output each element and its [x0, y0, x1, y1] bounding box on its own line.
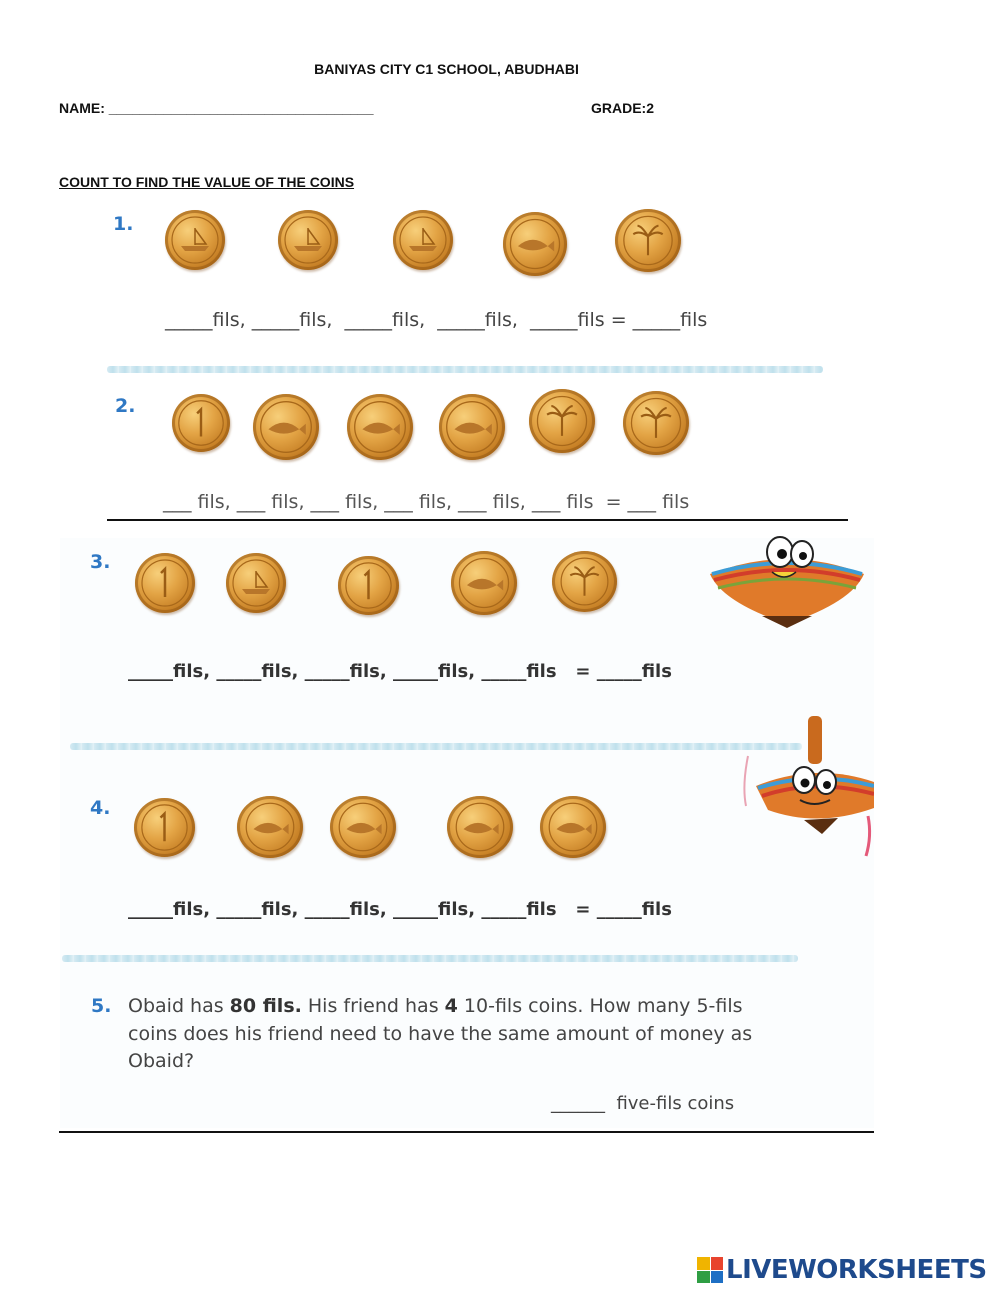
fish-coin-icon — [540, 796, 606, 858]
question-1-answer-line[interactable]: _____fils, _____fils, _____fils, _____fils, _____fils = _____fils — [165, 309, 708, 331]
fish-coin-icon — [237, 796, 303, 858]
one-fils-coin-icon — [338, 556, 399, 615]
liveworksheets-logo — [697, 1255, 987, 1285]
word-problem-text: Obaid has 80 fils. His friend has 4 10-fils coins. How many 5-fils coins does his friend need to have the same amount of money as Obaid? — [128, 995, 753, 1072]
palm-coin-icon — [615, 209, 681, 272]
boat-coin-icon — [278, 210, 338, 270]
question-2-number: 2. — [115, 395, 136, 417]
fish-coin-icon — [451, 551, 517, 615]
question-4-number: 4. — [90, 797, 111, 819]
fish-coin-icon — [253, 394, 319, 460]
question-5-number: 5. — [91, 995, 112, 1017]
liveworksheets-mark-icon — [697, 1257, 723, 1283]
one-fils-coin-icon — [134, 798, 195, 857]
brand-name: LIVEWORKSHEETS — [726, 1255, 987, 1285]
fish-coin-icon — [503, 212, 567, 276]
grade-label: GRADE:2 — [591, 100, 655, 116]
bottom-rule — [59, 1131, 874, 1133]
fish-coin-icon — [439, 394, 505, 460]
palm-coin-icon — [529, 389, 595, 453]
question-3-answer-line[interactable]: _____fils, _____fils, _____fils, _____fils, _____fils = _____fils — [128, 661, 672, 682]
question-3-number: 3. — [90, 551, 111, 573]
question-4-answer-line[interactable]: _____fils, _____fils, _____fils, _____fils, _____fils = _____fils — [128, 899, 672, 920]
fish-coin-icon — [447, 796, 513, 858]
section-divider — [107, 366, 823, 373]
instruction-heading: COUNT TO FIND THE VALUE OF THE COINS — [59, 174, 355, 190]
fish-coin-icon — [330, 796, 396, 858]
one-fils-coin-icon — [172, 394, 230, 452]
word-problem-answer-line[interactable]: ______ five-fils coins — [551, 1093, 735, 1114]
section-divider — [70, 743, 802, 750]
school-title: BANIYAS CITY C1 SCHOOL, ABUDHABI — [314, 61, 579, 77]
boat-coin-icon — [165, 210, 225, 270]
palm-coin-icon — [623, 391, 689, 455]
spinning-top-mascot-icon — [738, 716, 874, 866]
section-rule — [107, 519, 848, 521]
fish-coin-icon — [347, 394, 413, 460]
section-divider — [62, 955, 798, 962]
boat-coin-icon — [393, 210, 453, 270]
one-fils-coin-icon — [135, 553, 195, 613]
question-1-number: 1. — [113, 213, 134, 235]
boat-coin-icon — [226, 553, 286, 613]
name-label: NAME: __________________________________ — [59, 100, 374, 116]
palm-coin-icon — [552, 551, 617, 612]
question-2-answer-line[interactable]: ___ fils, ___ fils, ___ fils, ___ fils, ___ fils, ___ fils = ___ fils — [163, 491, 690, 513]
spinning-top-mascot-icon — [702, 536, 872, 628]
